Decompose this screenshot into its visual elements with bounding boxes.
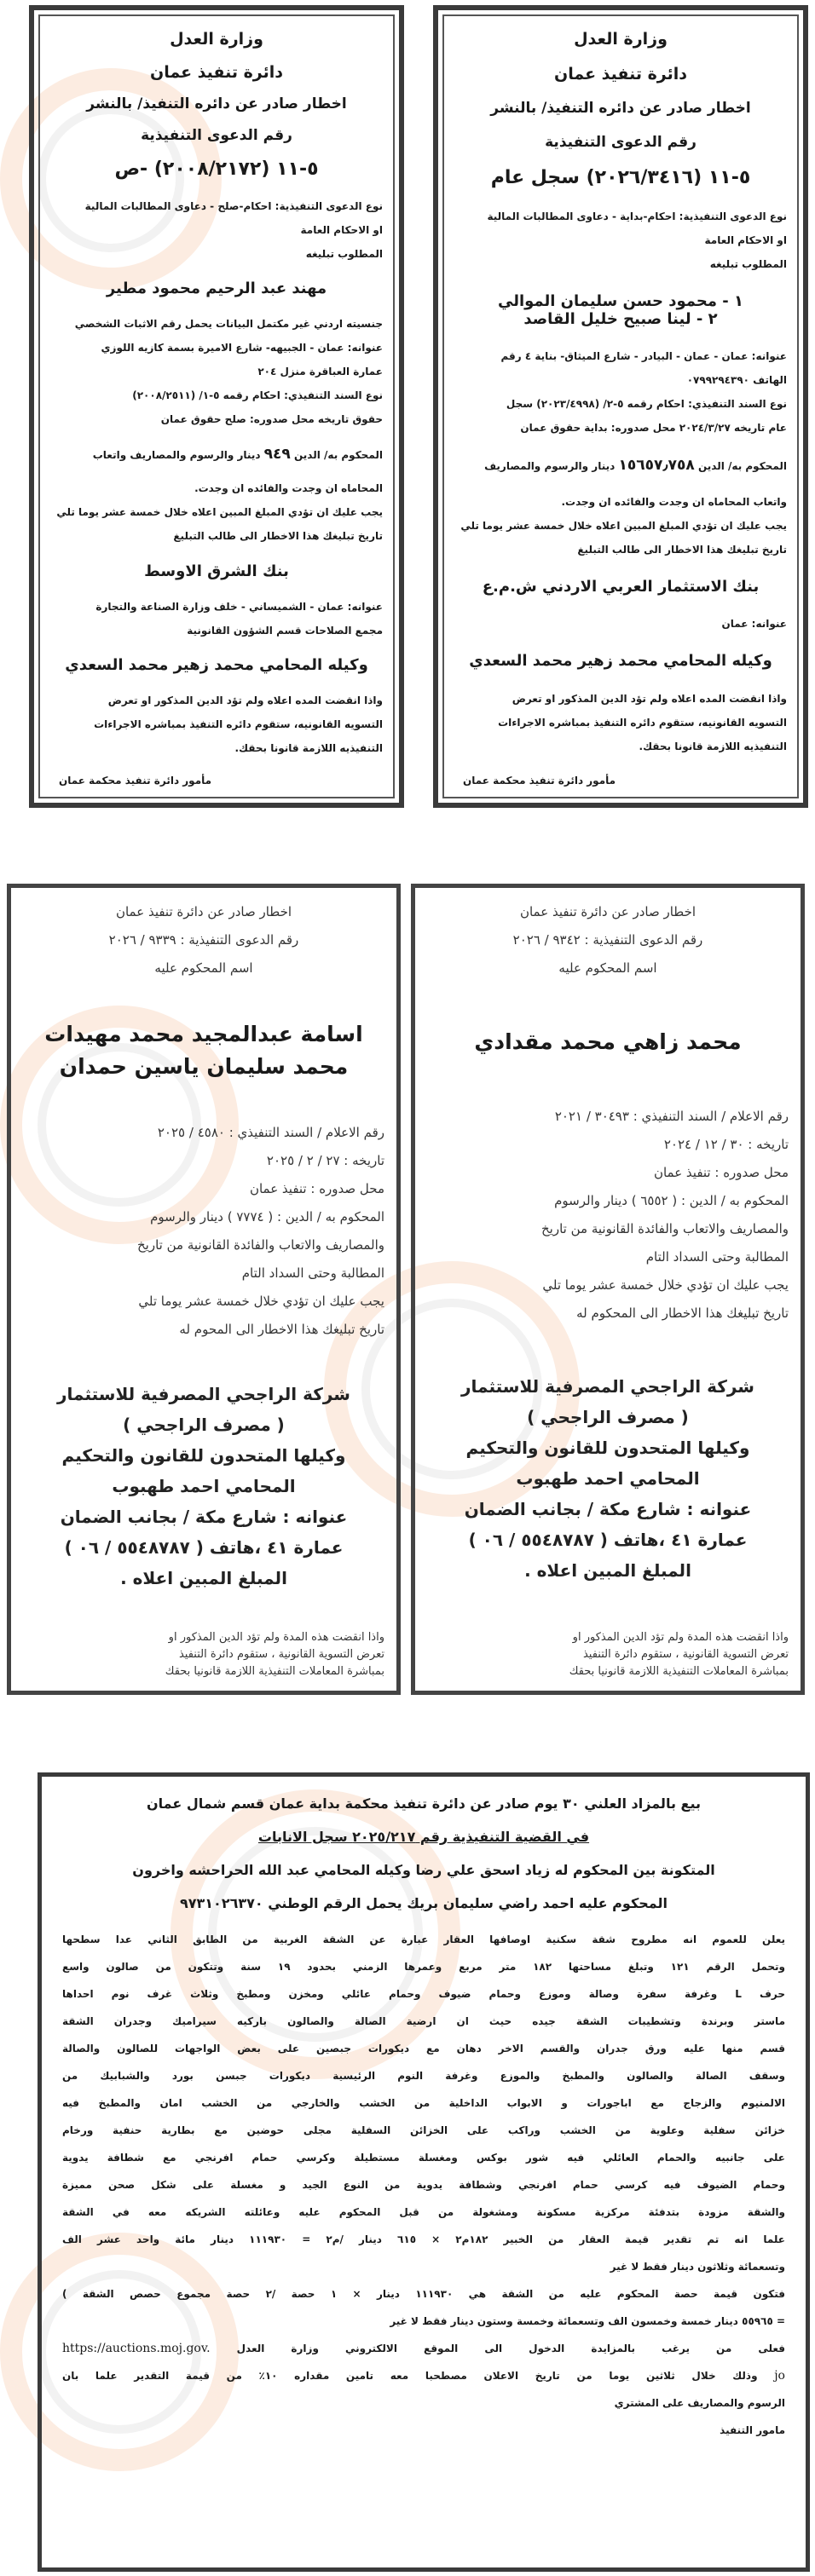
auction-body-line: فتكون قيمة حصة المحكوم عليه من الشقة هي ١١١٩٣٠ دينار × ١ حصة /٢ حصة مجموع حصص الشقة ) (62, 2288, 785, 2300)
closing-line-group (454, 687, 787, 758)
auction-body-line: ماستر وبرندة وتشطيبات الشقة جيده حيث ان ارضية الصالة والصالون باركيه سيراميك وجدران الشقة (62, 2015, 785, 2027)
closing-line: التنفيذيه اللازمة قانونا بحقك. (234, 742, 383, 755)
auction-url-continuation-line (62, 2366, 785, 2385)
detail-line-group (454, 344, 787, 440)
header-line-group (23, 898, 384, 983)
body-line: تاريخه : ٢٧ / ٢ / ٢٠٢٥ (266, 1152, 384, 1168)
creditor-line: وكيلها المتحدون للقانون والتحكيم (465, 1437, 750, 1458)
auction-body-line: وحمام الضيوف فيه كرسي حمام افرنجي وشطافة يدوية من النوع الجيد و مغسلة على شكل صحن مميزة (62, 2179, 785, 2191)
header-line: اسم المحكوم عليه (154, 960, 253, 976)
auction-url-link-end[interactable]: jo (774, 2369, 785, 2383)
closing-line-group (50, 689, 383, 760)
auction-body-line: وتسعمائة وثلاثون دينار فقط لا غير (610, 2261, 785, 2273)
auction-body-line: قسم منها عليه ورق جدران والقسم الاخر دهان مع ديكورات جبصين على بعض الواجهات للصالون والصالة (62, 2043, 785, 2054)
auction-body-line: يعلن للعموم انه مطروح شقة سكنية اوصافها العقار عبارة عن الشقة الغربية من الطابق الثاني عدا سطحها (62, 1933, 785, 1945)
defendant-name-group (454, 292, 787, 328)
creditor-name: بنك الاستثمار العربي الاردني ش.م.ع (482, 578, 760, 596)
detail-line: تاريخ تبليغك هذا الاخطار الى طالب التبليغ (577, 543, 787, 556)
body-line: رقم الاعلام / السند التنفيذي : ٣٠٤٩٣ / ٢٠٢١ (554, 1108, 789, 1124)
ministry-heading: وزارة العدل (574, 30, 668, 49)
body-line: المحكوم به / الدين : ( ٧٧٧٤ ) دينار والرسوم (150, 1208, 384, 1225)
auction-title-line: بيع بالمزاد العلني ٣٠ يوم صادر عن دائرة تنفيذ محكمة بداية عمان قسم شمال عمان (147, 1795, 701, 1812)
auction-body-line: فعلى من يرغب بالمزايدة الدخول الى الموقع الالكتروني وزارة العدل (236, 2343, 785, 2354)
closing-line-group (23, 1629, 384, 1680)
auction-body-line: = ٥٥٩٦٥ دينار خمسة وخمسون الف وتسعمائة وخمسة وستون دينار فقط لا غير (390, 2315, 785, 2327)
notice-middle-left (7, 884, 401, 1695)
creditor-line-group (23, 1379, 384, 1593)
creditor-line: ( مصرف الراجحي ) (123, 1415, 285, 1436)
case-type-line: المطلوب تبليغه (305, 247, 383, 260)
debt-amount: ٩٤٩ (263, 445, 291, 463)
department-heading: دائرة تنفيذ عمان (553, 65, 688, 84)
case-number: ٥-١١ (٢٠٠٨/٢١٧٢) -ص (114, 158, 319, 180)
creditor-line: ( مصرف الراجحي ) (527, 1406, 689, 1427)
creditor-line-group (427, 1371, 789, 1586)
case-type-line: نوع الدعوى التنفيذية: احكام-بداية - دعاوى المطالبات المالية (487, 210, 787, 223)
body-line-group (23, 1119, 384, 1344)
detail-line: يجب عليك ان تؤدي المبلغ المبين اعلاه خلال خمسة عشر يوما تلي (56, 506, 383, 519)
creditor-line: عمارة ٤١ ،هاتف ( ٥٥٤٨٧٨٧ / ٠٦ ) (64, 1537, 344, 1559)
closing-line: واذا انقضت هذه المدة ولم تؤد الدين المذكور او (168, 1631, 384, 1644)
creditor-line: عمارة ٤١ ،هاتف ( ٥٥٤٨٧٨٧ / ٠٦ ) (468, 1529, 748, 1550)
closing-line: واذا انقضت المده اعلاه ولم تؤد الدين المذكور او تعرض (512, 692, 787, 705)
auction-url-line (62, 2339, 785, 2358)
notice-middle-right (411, 884, 805, 1695)
creditor-line: المبلغ المبين اعلاه . (524, 1559, 691, 1581)
detail-line-group (50, 312, 383, 431)
creditor-address-group (50, 595, 383, 643)
case-type-line-group (454, 205, 787, 276)
detail-line: المحاماه ان وجدت والفائده ان وجدت. (194, 482, 383, 495)
case-label: رقم الدعوى التنفيذية (545, 133, 697, 151)
auction-title-line: المتكونة بين المحكوم له زياد اسحق علي رضا وكيله المحامي عبد الله الحراحشه واخرون (132, 1862, 715, 1878)
detail-line: حقوق تاريخه محل صدوره: صلح حقوق عمان (160, 412, 383, 425)
closing-line: بمباشرة المعاملات التنفيذية اللازمة قانونيا بحقك (165, 1665, 384, 1678)
debt-prefix: المحكوم به/ الدين (294, 448, 383, 461)
signature: مأمور دائرة تنفيذ محكمة عمان (59, 774, 212, 787)
auction-body-line: خزائن سفلية وعلوية من الخشب وراكب على الخزائن السفلية مجلى حوضين مع بطارية حنفية ورخام (62, 2124, 785, 2136)
defendant-name-group (50, 279, 383, 297)
body-line: والمصاريف والاتعاب والفائدة القانونية من تاريخ (137, 1236, 384, 1253)
debt-line (50, 446, 383, 463)
detail-line: عنوانه: عمان - عمان - البيادر - شارع الميثاق- بناية ٤ رقم (500, 350, 787, 363)
case-type-line-group (50, 194, 383, 266)
header-line: اخطار صادر عن دائرة تنفيذ عمان (519, 904, 697, 919)
detail-line: واتعاب المحاماه ان وجدت والفائده ان وجدت. (561, 495, 787, 508)
case-type-line: او الاحكام العامة (300, 223, 383, 236)
department-heading: دائرة تنفيذ عمان (149, 62, 284, 82)
defendant-name: اسامة عبدالمجيد محمد مهيدات (44, 1021, 363, 1046)
defendant-name: محمد زاهي محمد مقدادي (474, 1029, 742, 1055)
detail-line: تاريخ تبليغك هذا الاخطار الى طالب التبليغ (173, 530, 383, 543)
detail-line: يجب عليك ان تؤدي المبلغ المبين اعلاه خلال خمسة عشر يوما تلي (460, 519, 787, 532)
auction-body-line: الرسوم والمصاريف على المشتري (614, 2397, 785, 2409)
creditor-line: شركة الراجحي المصرفية للاستثمار (57, 1384, 350, 1405)
body-line: يجب عليك ان تؤدي خلال خمسة عشر يوما تلي (138, 1293, 384, 1309)
agent-name: وكيله المحامي محمد زهير محمد السعدي (469, 652, 772, 671)
creditor-line: المحامي احمد طهبوب (112, 1476, 296, 1497)
body-line: المطالبة وحتى السداد التام (645, 1248, 789, 1265)
closing-line: تعرض التسوية القانونية ، ستقوم دائرة التنفيذ (582, 1648, 789, 1661)
signature: مأمور دائرة تنفيذ محكمة عمان (463, 774, 616, 787)
case-type-line: او الاحكام العامة (704, 234, 787, 247)
creditor-line: عنوانه : شارع مكة / بجانب الضمان (60, 1507, 348, 1528)
auction-body (62, 1930, 785, 2440)
closing-line: التنفيذيه اللازمة قانونا بحقك. (639, 740, 787, 752)
creditor-name: بنك الشرق الاوسط (144, 562, 289, 581)
body-line: رقم الاعلام / السند التنفيذي : ٤٥٨٠ / ٢٠٢٥ (157, 1124, 384, 1140)
debt-amount: ١٥٦٥٧٫٧٥٨ (618, 456, 695, 474)
auction-signature: مامور التنفيذ (720, 2424, 785, 2436)
auction-body-line: وتحمل الرقم ١٢١ وتبلغ مساحتها ١٨٢ متر مربع وعمرها الزمني بحدود ١٩ سنة وتتكون من صالون واسع (62, 1961, 785, 1973)
creditor-line: وكيلها المتحدون للقانون والتحكيم (61, 1445, 346, 1467)
closing-line: التسويه القانونيه، ستقوم دائره التنفيذ بمباشره الاجراءات (498, 716, 787, 729)
auction-body-line: والشقة مزودة بتدفئة مركزية مسكونة ومشغولة من قبل المحكوم عليه وعائلته الشريكه معه في الشقة (62, 2206, 785, 2218)
body-line: محل صدوره : تنفيذ عمان (249, 1180, 384, 1196)
closing-line: واذا انقضت المده اعلاه ولم تؤد الدين المذكور او تعرض (107, 694, 383, 707)
debt-prefix: المحكوم به/ الدين (698, 459, 787, 472)
notice-title: اخطار صادر عن دائره التنفيذ/ بالنشر (490, 100, 751, 118)
auction-body-line: علما انه تم تقدير قيمة العقار من الخبير ١٨٢م٢ × ٦١٥ دينار /م٢ = ١١١٩٣٠ دينار مائة واحد عشر الف (62, 2233, 785, 2245)
defendant-name: مهند عبد الرحيم محمود مطير (106, 279, 327, 298)
auction-body-line: حرف L وغرفة سفرة وصالة وموزع وحمام ضيوف وحمام عائلي ومخزن ومطبخ وثلاث غرف نوم احداها (62, 1988, 786, 2000)
debt-suffix: دينار والرسوم والمصاريف (484, 459, 616, 472)
defendant-name-group (23, 1018, 384, 1083)
detail-line: عمارة العباقرة منزل ٢٠٤ (257, 365, 383, 377)
creditor-address: عنوانه: عمان - الشميساني - خلف وزارة الصناعة والتجارة (95, 600, 383, 613)
auction-body-line: الالمنيوم والزجاج مع اباجورات و الابواب الداخلية من الخشب والخارجي من الخشب امان والمطبخ فيه (62, 2097, 785, 2109)
closing-line-group (427, 1629, 789, 1680)
case-label: رقم الدعوى التنفيذية (141, 127, 292, 145)
closing-line: واذا انقضت هذه المدة ولم تؤد الدين المذكور او (572, 1631, 789, 1644)
creditor-address: مجمع الصلاحات قسم الشؤون القانونية (187, 624, 383, 637)
body-line: والمصاريف والاتعاب والفائدة القانونية من تاريخ (541, 1220, 789, 1236)
creditor-address: عنوانه: عمان (721, 618, 787, 631)
auction-title-line: المحكوم عليه احمد راضي سليمان بريك يحمل الرقم الوطني ٩٧٣١٠٢٦٣٧٠ (179, 1895, 668, 1911)
notice-title: اخطار صادر عن دائره التنفيذ/ بالنشر (86, 95, 347, 113)
detail-line: نوع السند التنفيذي: احكام رقمه ٥-١/ (٢٠٠٨/٢٥١١) (132, 389, 383, 401)
detail-line: عنوانه: عمان - الجبيهه- شارع الاميرة بسمة كازيه اللوزي (101, 341, 383, 354)
body-line: المطالبة وحتى السداد التام (241, 1265, 384, 1281)
header-line: اسم المحكوم عليه (558, 960, 657, 976)
header-line-group (427, 898, 789, 983)
notice-top-left (29, 5, 404, 808)
closing-line: التسويه القانونيه، ستقوم دائره التنفيذ بمباشره الاجراءات (94, 718, 383, 731)
case-type-line: المطلوب تبليغه (709, 258, 787, 271)
closing-line: تعرض التسوية القانونية ، ستقوم دائرة التنفيذ (178, 1648, 384, 1661)
detail-line: عام تاريخه ٢٠٢٤/٣/٢٧ محل صدوره: بداية حقوق عمان (520, 422, 787, 435)
case-number: ٥-١١ (٢٠٢٦/٣٤١٦) سجل عام (490, 166, 751, 188)
detail-line: الهاتف ٠٧٩٩٢٩٤٣٩٠ (686, 374, 787, 387)
closing-line: بمباشرة المعاملات التنفيذية اللازمة قانونيا بحقك (569, 1665, 789, 1678)
case-type-line: نوع الدعوى التنفيذية: احكام-صلح - دعاوى المطالبات المالية (84, 199, 383, 212)
detail-line: نوع السند التنفيذي: احكام رقمه ٥-٢/ (٢٠٢٣/٤٩٩٨) سجل (506, 398, 787, 411)
detail-line: جنسيته اردني غير مكتمل البيانات يحمل رقم الاثبات الشخصي (74, 317, 383, 330)
body-line: المحكوم به / الدين : ( ٦٥٥٢ ) دينار والرسوم (554, 1192, 789, 1208)
defendant-name-group (427, 1026, 789, 1058)
auction-notice (38, 1772, 810, 2572)
header-line: اخطار صادر عن دائرة تنفيذ عمان (115, 904, 292, 919)
body-line: تاريخه : ٣٠ / ١٢ / ٢٠٢٤ (663, 1136, 789, 1152)
agent-name: وكيله المحامي محمد زهير محمد السعدي (65, 656, 368, 675)
header-line: رقم الدعوى التنفيذية : ٩٣٣٩ / ٢٠٢٦ (108, 932, 299, 948)
debt-suffix: دينار والرسوم والمصاريف واتعاب (92, 448, 261, 461)
auction-body-line: وسقف الصالة والصالون والمطبخ والموزع وغرفة النوم الرئيسية ديكورات جبسن بورد والشبابيك من (62, 2070, 785, 2082)
body-line-group (427, 1103, 789, 1328)
creditor-line: عنوانه : شارع مكة / بجانب الضمان (464, 1498, 752, 1519)
detail-line-group (50, 476, 383, 548)
auction-body-line: على جانبيه والحمام العائلي فيه شور بوكس ومغسلة مستطيلة وكرسي حمام افرنجي مع شطافة يدوية (62, 2152, 785, 2164)
auction-title-line: في القضية التنفيذية رقم ٢٠٢٥/٢١٧ سجل الانابات (257, 1829, 590, 1845)
ministry-heading: وزارة العدل (170, 30, 263, 49)
creditor-line: المحامي احمد طهبوب (516, 1467, 700, 1489)
defendant-name: محمد سليمان ياسين حمدان (59, 1053, 349, 1079)
body-line: محل صدوره : تنفيذ عمان (653, 1164, 789, 1180)
body-line: يجب عليك ان تؤدي خلال خمسة عشر يوما تلي (542, 1276, 789, 1293)
body-line: تاريخ تبليغك هذا الاخطار الى المحكوم له (576, 1305, 789, 1321)
notice-top-right (433, 5, 808, 808)
defendant-name: ١ - محمود حسن سليمان الموالي (497, 292, 743, 311)
body-line: تاريخ تبليغك هذا الاخطار الى المحوم له (179, 1321, 384, 1337)
header-line: رقم الدعوى التنفيذية : ٩٣٤٢ / ٢٠٢٦ (512, 932, 703, 948)
auction-url-link[interactable]: https://auctions.moj.gov. (62, 2342, 211, 2355)
creditor-line: شركة الراجحي المصرفية للاستثمار (461, 1375, 754, 1397)
creditor-line: المبلغ المبين اعلاه . (120, 1568, 287, 1589)
detail-line-group (454, 490, 787, 562)
creditor-address-group (454, 612, 787, 636)
auction-body-line: وذلك خلال ثلاثين يوما من تاريخ الاعلان مصطحبا معه تامين مقداره ١٠٪ من قيمة التقدير علما بان (62, 2370, 758, 2382)
defendant-name: ٢ - لينا صبيح خليل القاصد (523, 310, 718, 329)
debt-line (454, 457, 787, 474)
